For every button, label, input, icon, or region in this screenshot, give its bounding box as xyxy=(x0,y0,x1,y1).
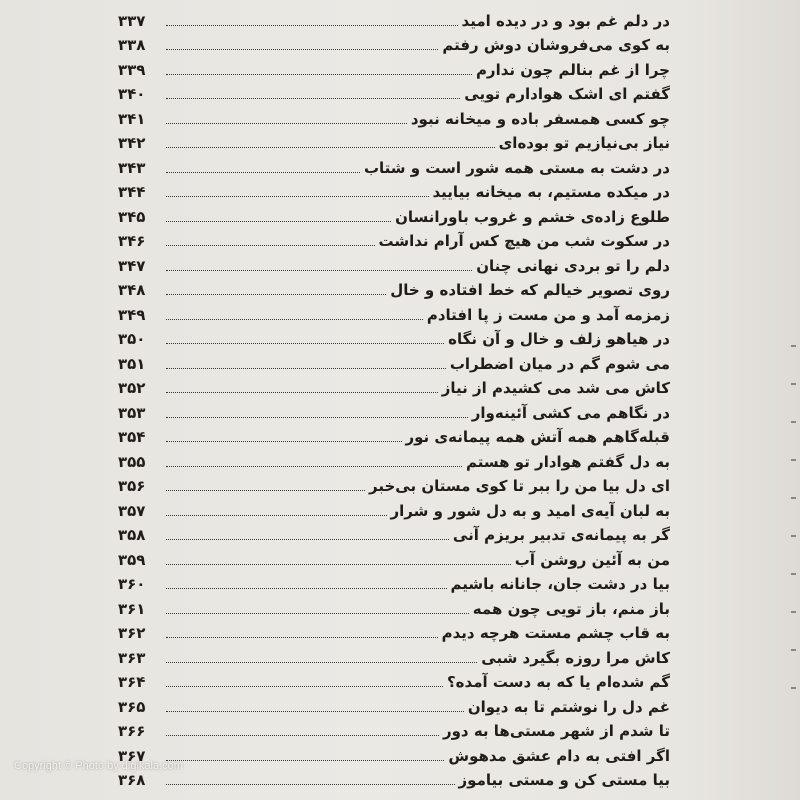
toc-entry xyxy=(118,496,670,521)
toc-entry xyxy=(118,325,670,350)
dot-leader xyxy=(166,539,449,540)
toc-entry xyxy=(118,766,670,791)
toc-entry-title: بیا مستی کن و مستی بیاموز xyxy=(458,771,670,789)
toc-entry xyxy=(118,178,670,203)
dot-leader xyxy=(166,221,391,222)
toc-entry xyxy=(118,692,670,717)
toc-entry xyxy=(118,80,670,105)
dot-leader xyxy=(166,760,444,761)
dot-leader xyxy=(166,735,439,736)
toc-entry-page-number: ۳۴۳ xyxy=(118,158,146,177)
toc-entry xyxy=(118,570,670,595)
toc-entry xyxy=(118,300,670,325)
toc-entry-title: در دلم غم بود و در دیده امید xyxy=(461,11,670,30)
toc-entry-page-number: ۳۵۴ xyxy=(118,428,146,446)
toc-entry xyxy=(118,668,670,693)
toc-entry-page-number: ۳۵۹ xyxy=(118,550,146,569)
toc-entry-page-number: ۳۶۶ xyxy=(118,722,146,740)
toc-entry xyxy=(118,398,670,423)
toc-entry-title: قبله‌گاهم همه آتش همه پیمانه‌ی نور xyxy=(405,428,670,446)
toc-entry-title: گفتم ای اشک هوادارم تویی xyxy=(464,85,670,103)
toc-entry-title: ای دل بیا من را ببر تا کوی مستان بی‌خبر xyxy=(369,477,670,495)
toc-entry-title: می شوم گم در میان اضطراب xyxy=(449,354,670,373)
dot-leader xyxy=(166,662,477,663)
page-edge-mark xyxy=(791,687,796,689)
dot-leader xyxy=(166,147,495,148)
dot-leader xyxy=(166,172,360,173)
toc-entry-title: در سکوت شب من هیچ کس آرام نداشت xyxy=(378,232,670,250)
toc-entry-title: در نگاهم می کشی آئینه‌وار xyxy=(471,403,670,422)
toc-entry-page-number: ۳۶۸ xyxy=(118,771,146,789)
toc-entry-page-number: ۳۵۰ xyxy=(118,330,146,348)
toc-entry xyxy=(118,104,670,129)
toc-entry-title: اگر افتی به دام عشق مدهوش xyxy=(448,746,670,765)
dot-leader xyxy=(166,343,444,344)
toc-entry-page-number: ۳۴۹ xyxy=(118,305,146,324)
dot-leader xyxy=(166,196,429,197)
copyright-watermark: Copyright © Photo by digikala.com xyxy=(14,760,183,772)
toc-entry-title: نیاز بی‌نیازیم تو بوده‌ای xyxy=(498,134,670,152)
toc-entry xyxy=(118,643,670,668)
toc-entry-page-number: ۳۶۵ xyxy=(118,697,146,716)
dot-leader xyxy=(166,25,458,26)
toc-entry xyxy=(118,545,670,570)
dot-leader xyxy=(166,686,443,687)
toc-entry-title: کاش می شد می کشیدم از نیاز xyxy=(441,379,670,397)
toc-entry xyxy=(118,594,670,619)
toc-entry xyxy=(118,6,670,31)
dot-leader xyxy=(166,588,447,589)
dot-leader xyxy=(166,490,365,491)
toc-entry xyxy=(118,423,670,448)
dot-leader xyxy=(166,74,472,75)
table-of-contents xyxy=(118,6,670,790)
toc-entry-title: در هیاهو زلف و خال و آن نگاه xyxy=(448,330,670,348)
toc-entry-page-number: ۳۵۲ xyxy=(118,379,146,397)
toc-entry-title: چرا از غم بنالم چون ندارم xyxy=(475,60,670,79)
toc-entry-page-number: ۳۶۱ xyxy=(118,599,146,618)
toc-entry xyxy=(118,349,670,374)
page-edge-mark xyxy=(791,611,796,613)
page-edge-mark xyxy=(791,421,796,423)
toc-entry-title: به دل گفتم هوادار تو هستم xyxy=(466,452,670,471)
toc-entry xyxy=(118,227,670,252)
toc-entry-title: من به آئین روشن آب xyxy=(514,550,670,569)
toc-entry-page-number: ۳۵۸ xyxy=(118,526,146,544)
toc-entry-page-number: ۳۵۵ xyxy=(118,452,146,471)
toc-entry-page-number: ۳۴۶ xyxy=(118,232,146,250)
page-edge-mark xyxy=(791,535,796,537)
toc-entry-title: به قاب چشم مستت هرچه دیدم xyxy=(441,624,670,642)
dot-leader xyxy=(166,123,407,124)
toc-entry-title: باز منم، باز تویی چون همه xyxy=(472,599,670,618)
toc-entry-page-number: ۳۳۷ xyxy=(118,11,146,30)
toc-entry xyxy=(118,521,670,546)
page-edge-mark xyxy=(791,459,796,461)
toc-entry-page-number: ۳۴۱ xyxy=(118,109,146,128)
toc-entry-page-number: ۳۴۷ xyxy=(118,256,146,275)
dot-leader xyxy=(166,417,468,418)
toc-entry-title: دلم را تو بردی نهانی چنان xyxy=(476,256,670,275)
page-edge xyxy=(782,0,800,800)
dot-leader xyxy=(166,368,446,369)
toc-entry xyxy=(118,129,670,154)
dot-leader xyxy=(166,564,511,565)
toc-entry-title: چو کسی همسفر باده و میخانه نبود xyxy=(410,109,670,128)
dot-leader xyxy=(166,637,438,638)
toc-entry xyxy=(118,31,670,56)
toc-entry-title: بیا در دشت جان، جانانه باشیم xyxy=(450,575,670,593)
toc-entry-title: طلوع زاده‌ی خشم و غروب باورانسان xyxy=(395,207,670,226)
dot-leader xyxy=(166,392,438,393)
page-edge-mark xyxy=(791,345,796,347)
page-edge-mark xyxy=(791,497,796,499)
toc-entry xyxy=(118,741,670,766)
dot-leader xyxy=(166,441,402,442)
toc-entry-title: زمزمه آمد و من مست ز پا افتادم xyxy=(426,305,670,324)
toc-entry-title: گم شده‌ام یا که به دست آمده؟ xyxy=(446,673,670,691)
toc-entry xyxy=(118,153,670,178)
toc-entry-page-number: ۳۶۳ xyxy=(118,648,146,667)
toc-entry-title: به لبان آیه‌ی امید و به دل شور و شرار xyxy=(390,501,670,520)
toc-entry-title: گر به پیمانه‌ی تدبیر بریزم آنی xyxy=(452,526,670,544)
toc-entry-page-number: ۳۴۴ xyxy=(118,183,146,201)
toc-entry-page-number: ۳۵۷ xyxy=(118,501,146,520)
toc-entry-page-number: ۳۵۶ xyxy=(118,477,146,495)
toc-entry xyxy=(118,374,670,399)
dot-leader xyxy=(166,98,460,99)
dot-leader xyxy=(166,294,386,295)
dot-leader xyxy=(166,466,462,467)
dot-leader xyxy=(166,270,472,271)
toc-entry xyxy=(118,619,670,644)
toc-entry xyxy=(118,717,670,742)
page-edge-mark xyxy=(791,383,796,385)
toc-entry xyxy=(118,202,670,227)
toc-entry-page-number: ۳۵۱ xyxy=(118,354,146,373)
toc-entry-page-number: ۳۵۳ xyxy=(118,403,146,422)
toc-entry-page-number: ۳۶۰ xyxy=(118,575,146,593)
toc-entry xyxy=(118,447,670,472)
dot-leader xyxy=(166,784,455,785)
page-edge-mark xyxy=(791,649,796,651)
toc-entry-page-number: ۳۴۵ xyxy=(118,207,146,226)
toc-entry-title: در میکده مستیم، به میخانه بیایید xyxy=(432,183,670,201)
toc-entry-page-number: ۳۳۹ xyxy=(118,60,146,79)
toc-entry-title: روی تصویر خیالم که خط افتاده و خال xyxy=(390,281,670,299)
dot-leader xyxy=(166,613,469,614)
dot-leader xyxy=(166,49,438,50)
toc-entry xyxy=(118,276,670,301)
toc-entry xyxy=(118,251,670,276)
toc-entry xyxy=(118,55,670,80)
toc-entry-title: به کوی می‌فروشان دوش رفتم xyxy=(442,36,670,54)
dot-leader xyxy=(166,515,387,516)
dot-leader xyxy=(166,319,423,320)
toc-entry-title: کاش مرا روزه بگیرد شبی xyxy=(481,648,670,667)
toc-entry-title: غم دل را نوشتم تا به دیوان xyxy=(467,697,670,716)
toc-entry-title: در دشت به مستی همه شور است و شتاب xyxy=(363,158,670,177)
toc-entry xyxy=(118,472,670,497)
toc-entry-page-number: ۳۶۲ xyxy=(118,624,146,642)
toc-entry-page-number: ۳۳۸ xyxy=(118,36,146,54)
page-edge-mark xyxy=(791,573,796,575)
dot-leader xyxy=(166,245,375,246)
toc-entry-page-number: ۳۴۰ xyxy=(118,85,146,103)
toc-entry-page-number: ۳۴۲ xyxy=(118,134,146,152)
toc-entry-page-number: ۳۶۷ xyxy=(118,746,146,765)
toc-entry-title: تا شدم از شهر مستی‌ها به دور xyxy=(442,722,670,740)
toc-entry-page-number: ۳۴۸ xyxy=(118,281,146,299)
toc-entry-page-number: ۳۶۴ xyxy=(118,673,146,691)
dot-leader xyxy=(166,711,464,712)
